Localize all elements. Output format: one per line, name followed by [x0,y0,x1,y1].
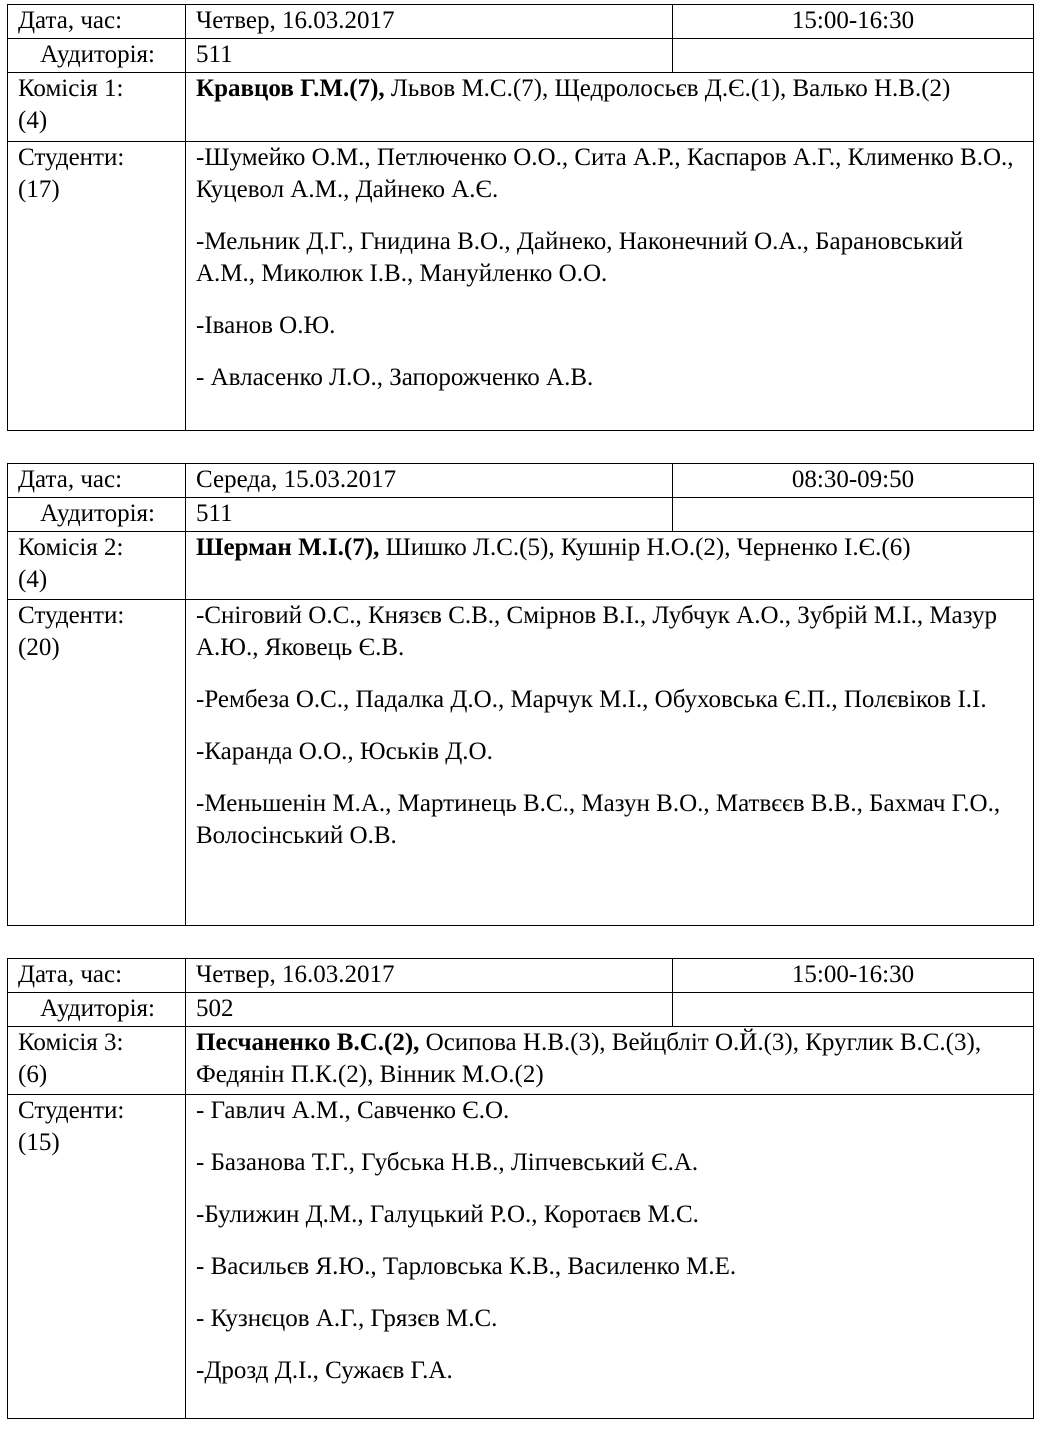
student-group: -Мельник Д.Г., Гнидина В.О., Дайнеко, Наконечний О.А., Барановський А.М., Миколюк І.В., Мануйленко О.О. [196,228,964,287]
student-group: - Гавлич А.М., Савченко Є.О. [196,1097,510,1124]
commission-chair: Шерман М.І.(7), [196,534,380,561]
empty-cell [673,39,1034,73]
schedule-table-1 [7,4,1034,431]
commission-label: Комісія 1: [18,75,124,102]
room-label: Аудиторія: [8,993,186,1027]
empty-cell [673,993,1034,1027]
student-group: - Кузнєцов А.Г., Грязєв М.С. [196,1305,498,1332]
room-value: 502 [186,993,673,1027]
students-count: (15) [18,1129,60,1156]
student-groups [186,1095,1034,1419]
date-time-label: Дата, час: [8,5,186,39]
students-label: Студенти: [18,144,125,171]
commission-label: Комісія 2: [18,534,124,561]
commission-members-list: Осипова Н.В.(3), Вейцбліт О.Й.(3), Круглик В.С.(3), Федянін П.К.(2), Вінник М.О.(2) [196,1029,982,1088]
time-value: 08:30-09:50 [673,464,1034,498]
room-value: 511 [186,39,673,73]
schedule-table-3 [7,958,1034,1419]
student-group: -Каранда О.О., Юськів Д.О. [196,738,493,765]
empty-cell [673,498,1034,532]
student-group: -Рембеза О.С., Падалка Д.О., Марчук М.І., Обуховська Є.П., Полєвіков І.І. [196,686,987,713]
student-group: -Іванов О.Ю. [196,312,336,339]
student-group: -Дрозд Д.І., Сужаєв Г.А. [196,1357,453,1384]
commission-count: (6) [18,1061,48,1088]
commission-label: Комісія 3: [18,1029,124,1056]
students-label: Студенти: [18,602,125,629]
schedule-table-2 [7,463,1034,926]
commission-members [186,1027,1034,1095]
student-groups [186,600,1034,926]
students-label-cell [8,142,186,431]
students-label-cell [8,600,186,926]
date-time-label: Дата, час: [8,959,186,993]
commission-chair: Кравцов Г.М.(7), [196,75,385,102]
commission-members [186,532,1034,600]
room-value: 511 [186,498,673,532]
room-label: Аудиторія: [8,498,186,532]
students-label-cell [8,1095,186,1419]
commission-members-list: Львов М.С.(7), Щедролосьєв Д.Є.(1), Валько Н.В.(2) [384,75,951,102]
commission-count: (4) [18,566,48,593]
time-value: 15:00-16:30 [673,5,1034,39]
room-label: Аудиторія: [8,39,186,73]
student-group: -Сніговий О.С., Князєв С.В., Смірнов В.І., Лубчук А.О., Зубрій М.І., Мазур А.Ю., Яковець Є.В. [196,602,998,661]
time-value: 15:00-16:30 [673,959,1034,993]
student-groups [186,142,1034,431]
commission-label-cell [8,532,186,600]
commission-chair: Песчаненко В.С.(2), [196,1029,420,1056]
student-group: -Шумейко О.М., Петлюченко О.О., Сита А.Р., Каспаров А.Г., Клименко В.О., Куцевол А.М., Дайнеко А.Є. [196,144,1014,203]
students-label: Студенти: [18,1097,125,1124]
student-group: - Васильєв Я.Ю., Тарловська К.В., Василенко М.Е. [196,1253,737,1280]
commission-label-cell [8,73,186,142]
date-time-label: Дата, час: [8,464,186,498]
student-group: -Булижин Д.М., Галуцький Р.О., Коротаєв М.С. [196,1201,699,1228]
student-group: - Авласенко Л.О., Запорожченко А.В. [196,364,594,391]
date-value: Четвер, 16.03.2017 [186,5,673,39]
commission-label-cell [8,1027,186,1095]
commission-members-list: Шишко Л.С.(5), Кушнір Н.О.(2), Черненко І.Є.(6) [379,534,911,561]
date-value: Четвер, 16.03.2017 [186,959,673,993]
commission-members [186,73,1034,142]
date-value: Середа, 15.03.2017 [186,464,673,498]
commission-count: (4) [18,107,48,134]
student-group: - Базанова Т.Г., Губська Н.В., Ліпчевський Є.А. [196,1149,699,1176]
students-count: (20) [18,634,60,661]
student-group: -Меньшенін М.А., Мартинець В.С., Мазун В.О., Матвєєв В.В., Бахмач Г.О., Волосінський О.В. [196,790,1001,849]
students-count: (17) [18,176,60,203]
